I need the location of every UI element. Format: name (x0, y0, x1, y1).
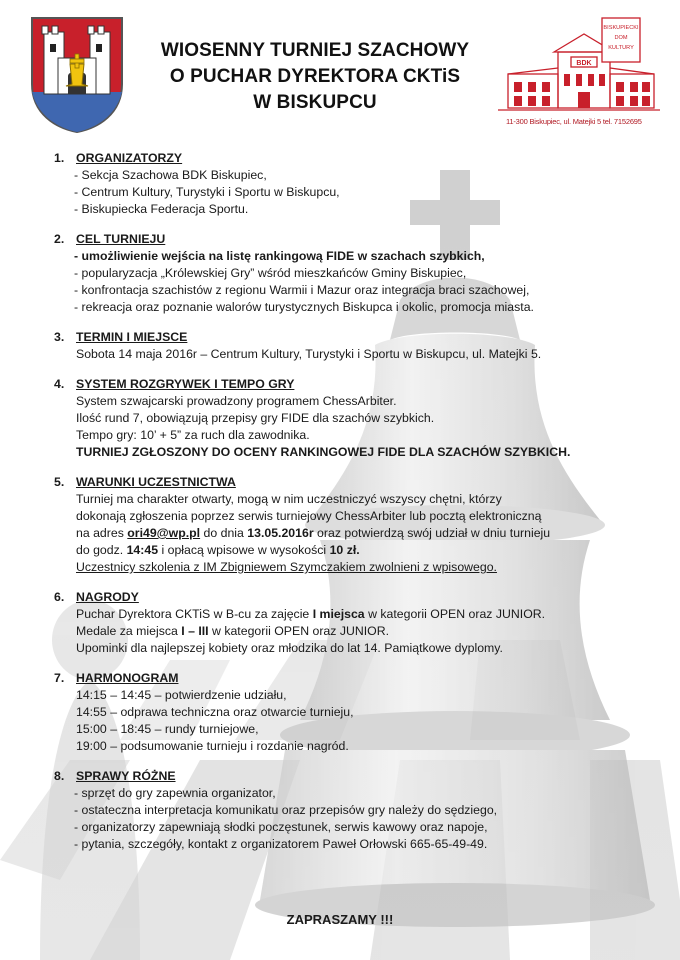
list-item: - organizatorzy zapewniają słodki poczęstunek, serwis kawowy oraz napoje, (74, 820, 488, 834)
text-fragment: do godz. (76, 543, 127, 557)
section-organizatorzy (54, 150, 654, 218)
section-harmonogram (54, 670, 654, 755)
section-number: 1. (54, 151, 65, 165)
section-cel-turnieju (54, 231, 654, 316)
list-item: - Centrum Kultury, Turystyki i Sportu w Biskupcu, (74, 185, 340, 199)
section-heading (54, 376, 654, 393)
section-termin-i-miejsce (54, 329, 654, 363)
closing-invitation: ZAPRASZAMY !!! (286, 912, 394, 927)
list-item: - Sekcja Szachowa BDK Biskupiec, (74, 168, 267, 182)
confirmation-time: 14:45 (126, 543, 159, 557)
biskupiec-coat-of-arms-icon (28, 14, 126, 134)
section-sprawy-rozne (54, 768, 654, 853)
section-text (54, 542, 654, 559)
section-number: 3. (54, 330, 65, 344)
section-number: 7. (54, 671, 65, 685)
section-text (54, 623, 654, 640)
section-heading (54, 150, 654, 167)
schedule-item: 14:15 – 14:45 – potwierdzenie udziału, (76, 688, 287, 702)
registration-deadline: 13.05.2016r (247, 526, 314, 540)
title-line-3: W BISKUPCU (253, 92, 377, 113)
entry-fee: 10 zł. (329, 543, 360, 557)
text-fragment: do dnia (200, 526, 248, 540)
section-title: TERMIN I MIEJSCE (76, 330, 188, 344)
schedule-item: 14:55 – odprawa techniczna oraz otwarcie turnieju, (76, 705, 354, 719)
section-system-rozgrywek (54, 376, 654, 461)
bdk-sign-line-2: DOM (614, 35, 628, 41)
bdk-building-label: BDK (576, 60, 592, 67)
section-title: SYSTEM ROZGRYWEK I TEMPO GRY (76, 377, 295, 391)
list-item: - rekreacja oraz poznanie walorów turystycznych Biskupca i okolic, promocja miasta. (74, 300, 534, 314)
section-number: 5. (54, 475, 65, 489)
section-title: SPRAWY RÓŻNE (76, 769, 176, 783)
section-text: Ilość rund 7, obowiązują przepisy gry FIDE dla szachów szybkich. (76, 411, 435, 425)
section-title: ORGANIZATORZY (76, 151, 183, 165)
bdk-sign-line-3: KULTURY (608, 45, 634, 51)
list-item: - sprzęt do gry zapewnia organizator, (74, 786, 276, 800)
list-item: - ostateczna interpretacja komunikatu oraz przepisów gry należy do sędziego, (74, 803, 498, 817)
fide-rating-notice: TURNIEJ ZGŁOSZONY DO OCENY RANKINGOWEJ FIDE DLA SZACHÓW SZYBKICH. (76, 445, 571, 459)
section-text: Sobota 14 maja 2016r – Centrum Kultury, Turystyki i Sportu w Biskupcu, ul. Matejki 5. (76, 347, 542, 361)
bdk-address: 11-300 Biskupiec, ul. Matejki 5 tel. 7152695 (506, 117, 642, 126)
section-heading (54, 231, 654, 248)
list-item: - umożliwienie wejścia na listę rankingową FIDE w szachach szybkich, (74, 249, 485, 263)
section-warunki-uczestnictwa (54, 474, 654, 576)
text-fragment: w kategorii OPEN oraz JUNIOR. (208, 624, 390, 638)
poster-content (54, 150, 654, 866)
schedule-item: 19:00 – podsumowanie turnieju i rozdanie nagród. (76, 739, 349, 753)
poster-title (130, 38, 500, 116)
schedule-item: 15:00 – 18:45 – rundy turniejowe, (76, 722, 259, 736)
list-item: - Biskupiecka Federacja Sportu. (74, 202, 249, 216)
section-text (54, 606, 654, 623)
text-fragment: na adres (76, 526, 128, 540)
section-heading (54, 329, 654, 346)
list-item: - popularyzacja „Królewskiej Gry” wśród mieszkańców Gminy Biskupiec, (74, 266, 467, 280)
section-text: Upominki dla najlepszej kobiety oraz młodzika do lat 14. Pamiątkowe dyplomy. (76, 641, 503, 655)
contact-email-link[interactable]: ori49@wp.pl (127, 526, 201, 540)
section-nagrody (54, 589, 654, 657)
section-text: Turniej ma charakter otwarty, mogą w nim uczestniczyć wszyscy chętni, którzy (76, 492, 502, 506)
title-line-2: O PUCHAR DYREKTORA CKTiS (169, 66, 461, 87)
text-emphasis: I – III (181, 624, 209, 638)
list-item: - pytania, szczegóły, kontakt z organizatorem Paweł Orłowski 665-65-49-49. (74, 837, 488, 851)
section-title: WARUNKI UCZESTNICTWA (76, 475, 236, 489)
fee-exemption-note: Uczestnicy szkolenia z IM Zbigniewem Szymczakiem zwolnieni z wpisowego. (76, 560, 497, 574)
section-title: NAGRODY (76, 590, 139, 604)
section-text (54, 525, 654, 542)
text-fragment: w kategorii OPEN oraz JUNIOR. (364, 607, 546, 621)
text-fragment: Medale za miejsca (76, 624, 182, 638)
section-text: System szwajcarski prowadzony programem ChessArbiter. (76, 394, 397, 408)
section-number: 4. (54, 377, 65, 391)
section-heading (54, 768, 654, 785)
section-heading (54, 474, 654, 491)
section-title: HARMONOGRAM (76, 671, 179, 685)
section-number: 2. (54, 232, 65, 246)
text-fragment: oraz potwierdzą swój udział w dniu turnieju (313, 526, 551, 540)
text-fragment: i opłacą wpisowe w wysokości (158, 543, 330, 557)
section-heading (54, 670, 654, 687)
text-fragment: Puchar Dyrektora CKTiS w B-cu za zajęcie (76, 607, 313, 621)
section-heading (54, 589, 654, 606)
section-title: CEL TURNIEJU (76, 232, 166, 246)
title-line-1: WIOSENNY TURNIEJ SZACHOWY (160, 40, 470, 61)
text-emphasis: I miejsca (312, 607, 365, 621)
section-number: 8. (54, 769, 65, 783)
bdk-building-logo (498, 12, 660, 124)
section-number: 6. (54, 590, 65, 604)
section-text: dokonają zgłoszenia poprzez serwis turniejowy ChessArbiter lub pocztą elektroniczną (76, 509, 542, 523)
section-text: Tempo gry: 10’ + 5” za ruch dla zawodnika. (76, 428, 310, 442)
bdk-sign-line-1: BISKUPIECKI (603, 25, 639, 31)
list-item: - konfrontacja szachistów z regionu Warmii i Mazur oraz integracja braci szachowej, (74, 283, 530, 297)
